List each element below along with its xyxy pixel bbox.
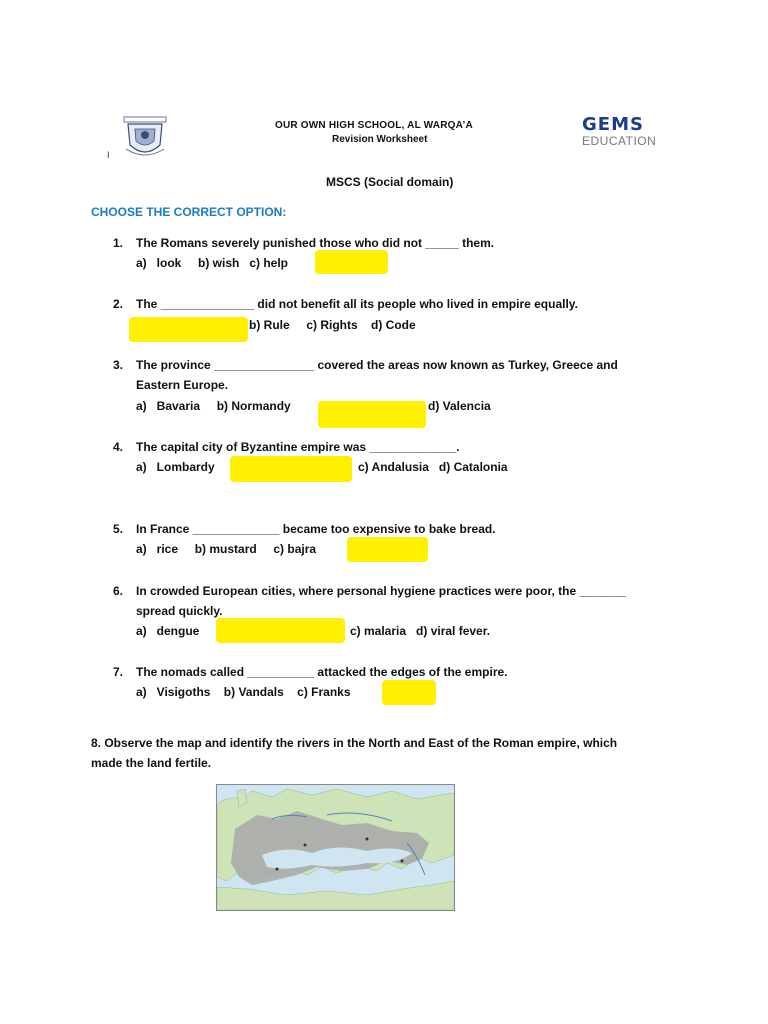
question-number: 6. — [113, 584, 124, 598]
question-1 — [0, 236, 768, 276]
question-number: 7. — [113, 665, 124, 679]
question-text: The ______________ did not benefit all its people who lived in empire equally. — [136, 297, 578, 311]
question-options: a) Visigoths b) Vandals c) Franks — [136, 685, 351, 699]
gems-brand: GEMS — [582, 114, 644, 135]
instruction-heading: CHOOSE THE CORRECT OPTION: — [91, 205, 287, 219]
question-number: 4. — [113, 440, 124, 454]
question-options: a) Bavaria b) Normandy — [136, 399, 291, 413]
question-text: The Romans severely punished those who did not _____ them. — [136, 236, 495, 250]
question-number: 3. — [113, 358, 124, 372]
question-3 — [0, 358, 768, 430]
question-5 — [0, 522, 768, 566]
left-mark: I — [107, 150, 110, 160]
school-name: OUR OWN HIGH SCHOOL, AL WARQA’A — [275, 120, 473, 131]
question-number: 1. — [113, 236, 124, 250]
question-8-line1: 8. Observe the map and identify the rivers in the North and East of the Roman empire, which — [91, 736, 618, 750]
question-text-line2: spread quickly. — [136, 604, 223, 618]
question-options: b) Rule c) Rights d) Code — [249, 318, 416, 332]
question-options: a) rice b) mustard c) bajra — [136, 542, 317, 556]
question-8-line2: made the land fertile. — [91, 756, 212, 770]
question-options: a) Lombardy — [136, 460, 215, 474]
gems-education-logo — [582, 116, 660, 152]
answer-highlight — [315, 250, 388, 274]
question-options: a) dengue — [136, 624, 200, 638]
answer-highlight — [230, 456, 352, 482]
answer-highlight — [318, 401, 426, 428]
question-text: In France _____________ became too expensive to bake bread. — [136, 522, 496, 536]
question-text: The nomads called __________ attacked the edges of the empire. — [136, 665, 508, 679]
question-text-line2: Eastern Europe. — [136, 378, 229, 392]
question-text: In crowded European cities, where personal hygiene practices were poor, the _______ — [136, 584, 627, 598]
question-7 — [0, 665, 768, 709]
question-options-b: d) Valencia — [428, 399, 491, 413]
worksheet-subtitle: Revision Worksheet — [332, 134, 428, 145]
answer-highlight — [382, 680, 436, 705]
question-2 — [0, 297, 768, 345]
question-number: 5. — [113, 522, 124, 536]
question-options: a) look b) wish c) help — [136, 256, 289, 270]
answer-highlight — [216, 618, 345, 643]
question-number: 2. — [113, 297, 124, 311]
answer-highlight — [347, 537, 428, 562]
question-text: The province _______________ covered the areas now known as Turkey, Greece and — [136, 358, 618, 372]
question-options-b: c) Andalusia d) Catalonia — [358, 460, 508, 474]
question-text: The capital city of Byzantine empire was _____________. — [136, 440, 460, 454]
gems-education-label: EDUCATION — [582, 134, 657, 148]
school-crest-logo — [120, 115, 170, 161]
question-options-b: c) malaria d) viral fever. — [350, 624, 491, 638]
roman-empire-map — [216, 784, 455, 911]
subject-domain-title: MSCS (Social domain) — [326, 175, 454, 189]
question-4 — [0, 440, 768, 484]
question-6 — [0, 584, 768, 648]
answer-highlight — [129, 317, 248, 342]
